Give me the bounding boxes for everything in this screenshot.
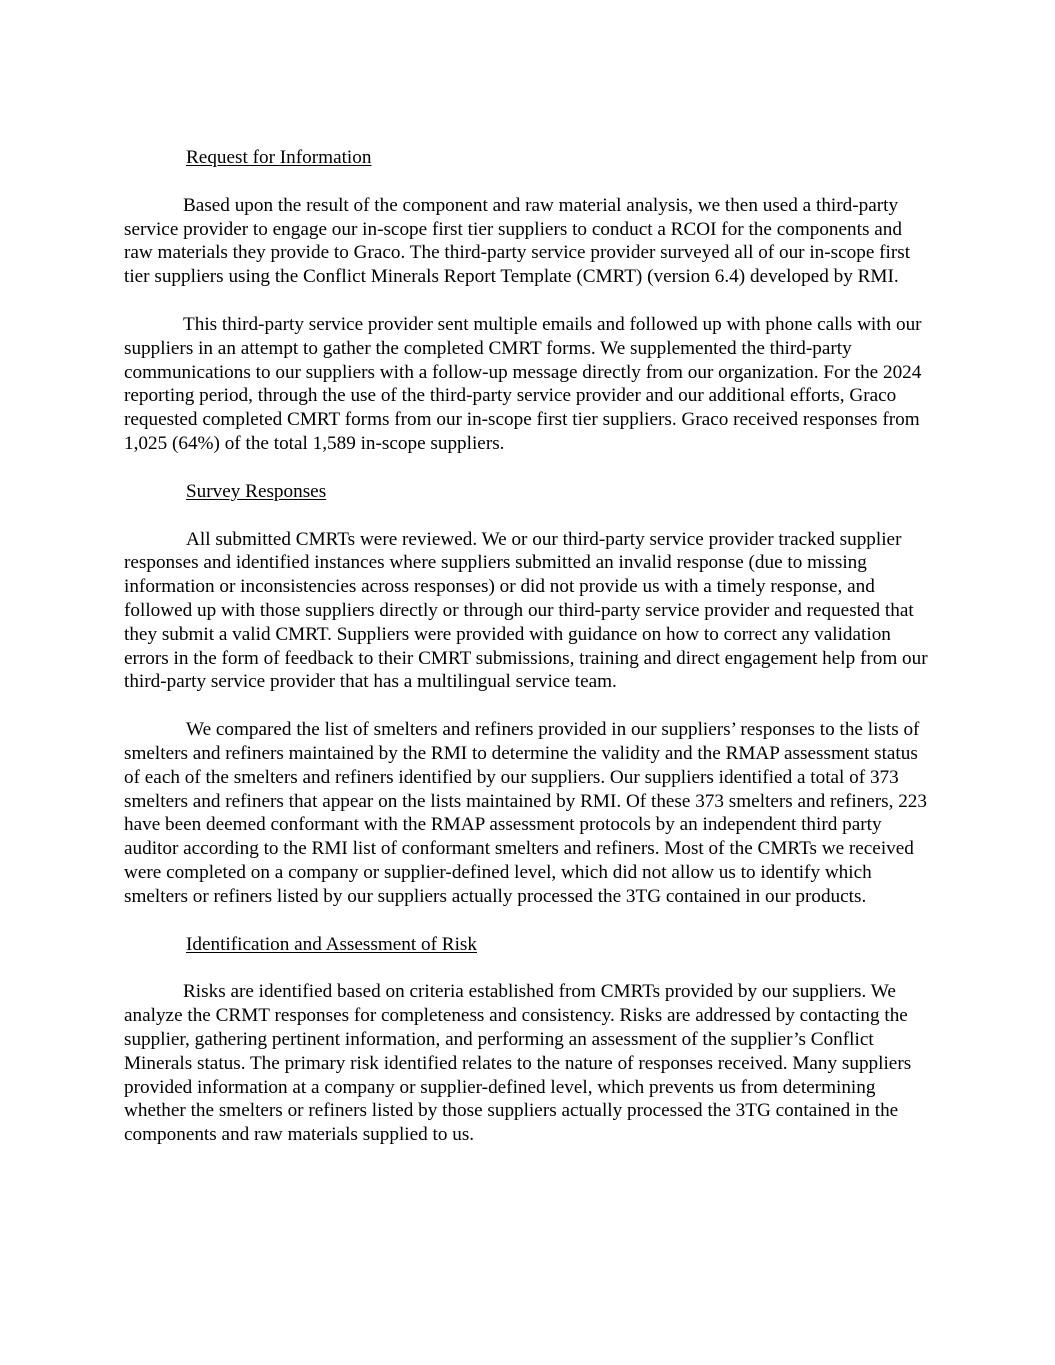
paragraph-supplier-outreach: This third-party service provider sent multiple emails and followed up with phone calls with our suppliers in an attempt to gather the completed CMRT forms. We supplemented the third-party communications to our suppliers with a follow-up message directly from our organization. For the 2024 reporting period, through the use of the third-party service provider and our additional efforts, Graco requested completed CMRT forms from our in-scope first tier suppliers. Graco received responses from 1,025 (64%) of the total 1,589 in-scope suppliers. xyxy=(124,313,922,454)
paragraph-cmrt-review: All submitted CMRTs were reviewed. We or our third-party service provider tracked supplier responses and identified instances where suppliers submitted an invalid response (due to missing information or inconsistencies across responses) or did not provide us with a timely response, and followed up with those suppliers directly or through our third-party service provider and requested that they submit a valid CMRT. Suppliers were provided with guidance on how to correct any validation errors in the form of feedback to their CMRT submissions, training and direct engagement help from our third-party service provider that has a multilingual service team. xyxy=(124,528,928,693)
section-heading-request-for-information: Request for Information xyxy=(186,147,372,168)
section-heading-survey-responses: Survey Responses xyxy=(186,480,327,502)
paragraph-rcoi-process: Based upon the result of the component and raw material analysis, we then used a third-party service provider to engage our in-scope first tier suppliers to conduct a RCOI for the components and raw materials they provide to Graco. The third-party service provider surveyed all of our in-scope first tier suppliers using the Conflict Minerals Report Template (CMRT) (version 6.4) developed by RMI. xyxy=(124,194,911,288)
section-heading-risk-assessment: Identification and Assessment of Risk xyxy=(186,933,477,955)
document-page xyxy=(124,146,932,1171)
paragraph-risk-identification: Risks are identified based on criteria established from CMRTs provided by our suppliers. We analyze the CRMT responses for completeness and consistency. Risks are addressed by contacting the supplier, gathering pertinent information, and performing an assessment of the supplier’s Conflict Minerals status. The primary risk identified relates to the nature of responses received. Many suppliers provided information at a company or supplier-defined level, which prevents us from determining whether the smelters or refiners listed by those suppliers actually processed the 3TG contained in the components and raw materials supplied to us. xyxy=(124,981,912,1146)
paragraph-smelter-comparison: We compared the list of smelters and refiners provided in our suppliers’ responses to the lists of smelters and refiners maintained by the RMI to determine the validity and the RMAP assessment status of each of the smelters and refiners identified by our suppliers. Our suppliers identified a total of 373 smelters and refiners that appear on the lists maintained by RMI. Of these 373 smelters and refiners, 223 have been deemed conformant with the RMAP assessment protocols by an independent third party auditor according to the RMI list of conformant smelters and refiners. Most of the CMRTs we received were completed on a company or supplier-defined level, which did not allow us to identify which smelters or refiners listed by our suppliers actually processed the 3TG contained in our products. xyxy=(124,719,927,907)
